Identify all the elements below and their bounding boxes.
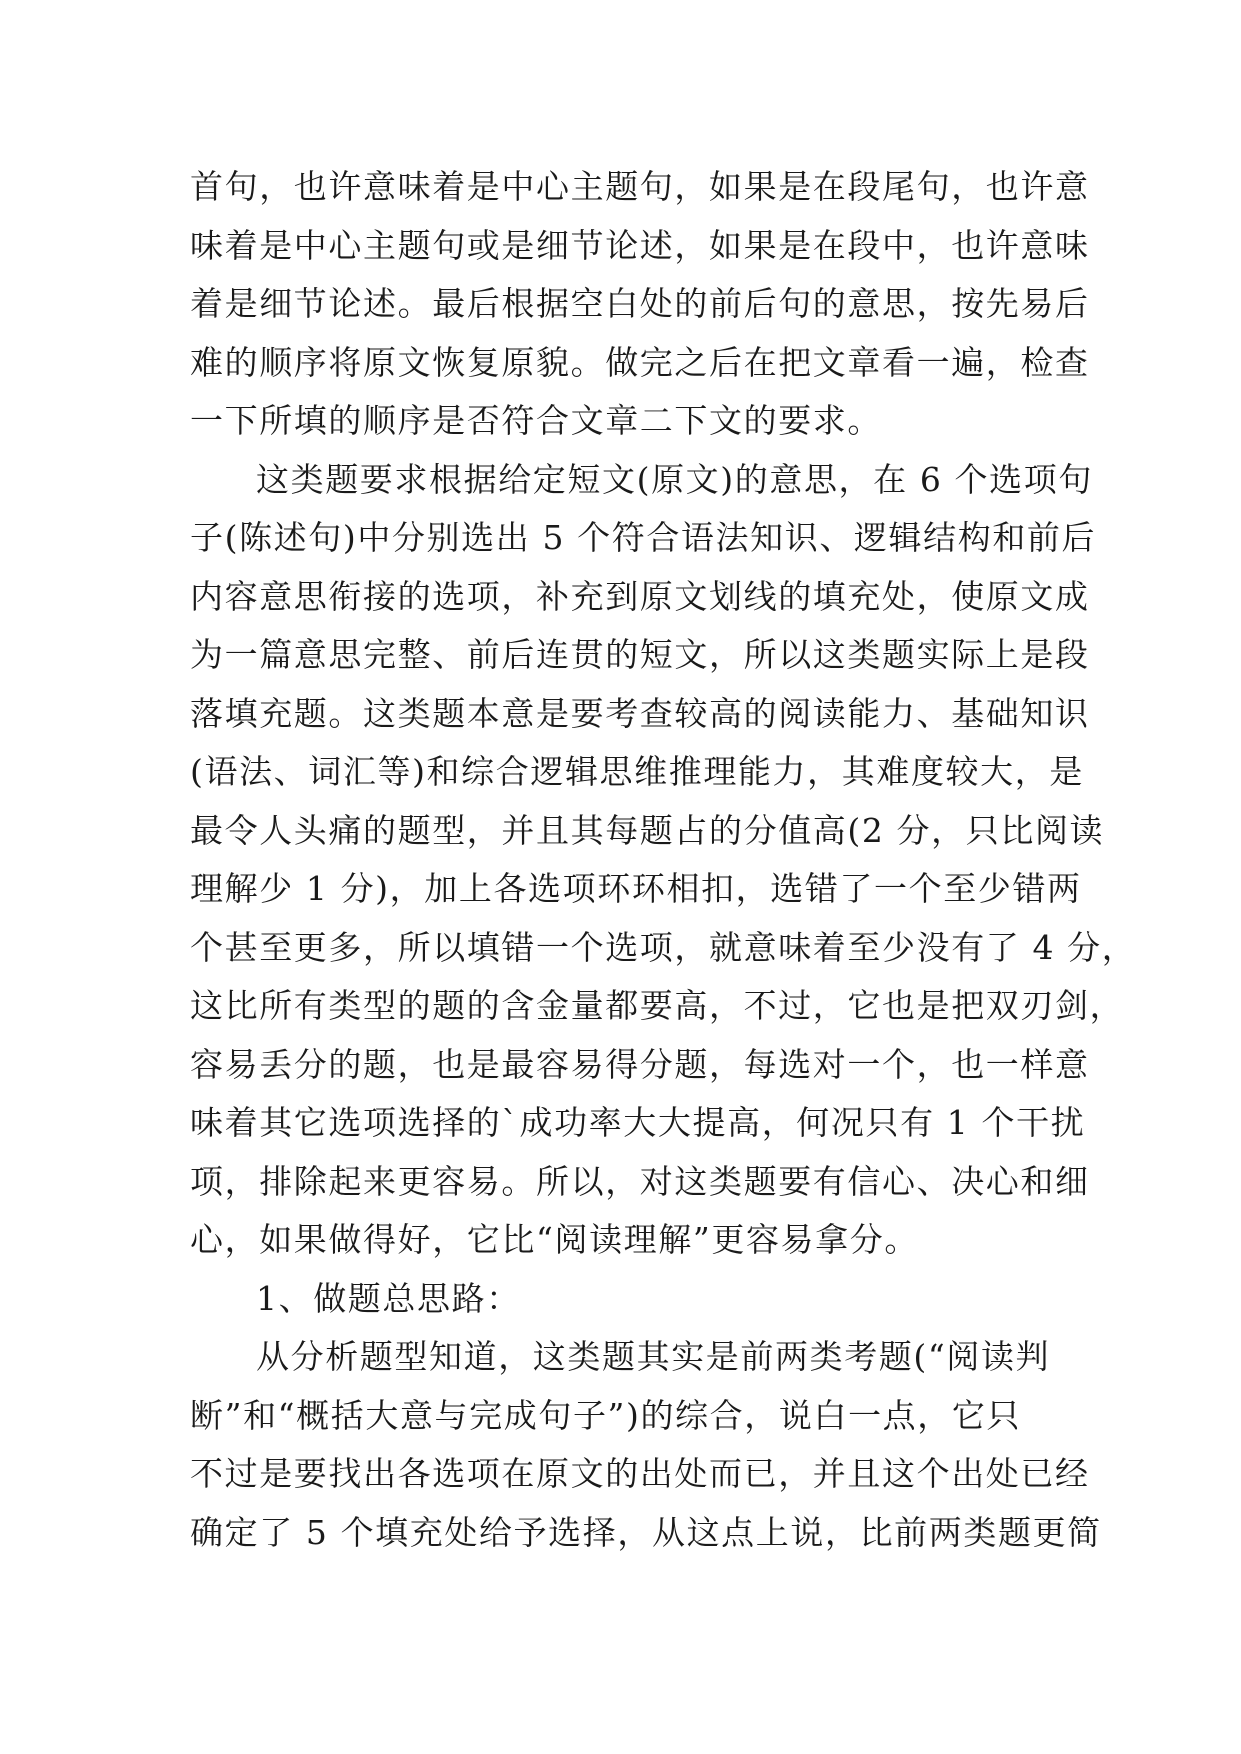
text-line: 子(陈述句)中分别选出 5 个符合语法知识、逻辑结构和前后 [190, 518, 1097, 557]
text-line: 个甚至更多，所以填错一个选项，就意味着至少没有了 4 分， [190, 927, 1137, 967]
text-line: 落填充题。这类题本意是要考查较高的阅读能力、基础知识 [190, 693, 1090, 733]
text-line: 容易丢分的题，也是最容易得分题，每选对一个，也一样意 [190, 1044, 1090, 1084]
text-line: 味着其它选项选择的`成功率大大提高，何况只有 1 个干扰 [190, 1103, 1086, 1142]
text-line: 味着是中心主题句或是细节论述，如果是在段中，也许意味 [190, 225, 1090, 265]
text-line: 这类题要求根据给定短文(原文)的意思，在 6 个选项句 [256, 459, 1093, 499]
text-line: 着是细节论述。最后根据空白处的前后句的意思，按先易后 [190, 284, 1090, 323]
text-line: 理解少 1 分)，加上各选项环环相扣，选错了一个至少错两 [190, 869, 1082, 908]
text-line: 最令人头痛的题型，并且其每题占的分值高(2 分，只比阅读 [190, 810, 1105, 850]
text-line: 内容意思衔接的选项，补充到原文划线的填充处，使原文成 [190, 576, 1090, 616]
text-line: 一下所填的顺序是否符合文章二下文的要求。 [190, 401, 882, 440]
text-line: 1、做题总思路： [256, 1278, 521, 1318]
text-line: 首句，也许意味着是中心主题句，如果是在段尾句，也许意 [190, 167, 1090, 206]
text-line: 这比所有类型的题的含金量都要高，不过，它也是把双刃剑， [190, 986, 1125, 1025]
text-line: 从分析题型知道，这类题其实是前两类考题(“阅读判 [256, 1337, 1051, 1376]
text-line: 难的顺序将原文恢复原貌。做完之后在把文章看一遍，检查 [190, 342, 1090, 382]
text-line: 项，排除起来更容易。所以，对这类题要有信心、决心和细 [190, 1161, 1090, 1201]
text-line: 不过是要找出各选项在原文的出处而已，并且这个出处已经 [190, 1454, 1090, 1493]
text-line: 确定了 5 个填充处给予选择，从这点上说，比前两类题更简 [190, 1512, 1102, 1552]
text-line: 断”和“概括大意与完成句子”)的综合，说白一点，它只 [190, 1395, 1022, 1435]
text-line: 为一篇意思完整、前后连贯的短文，所以这类题实际上是段 [190, 635, 1090, 674]
text-line: 心，如果做得好，它比“阅读理解”更容易拿分。 [190, 1220, 919, 1259]
text-line: (语法、词汇等)和综合逻辑思维推理能力，其难度较大，是 [190, 752, 1084, 791]
